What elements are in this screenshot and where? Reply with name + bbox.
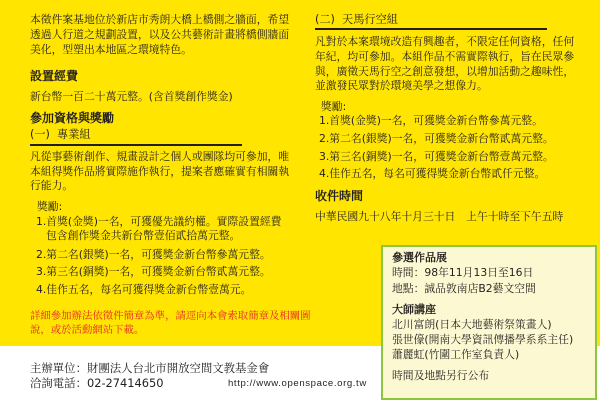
professional-award-item: 3.第三名(銅獎)一名，可獲獎金新台幣貳萬元整。 (36, 265, 271, 278)
website-link[interactable]: http://www.openspace.org.tw (228, 378, 367, 389)
eligibility-heading: 參加資格與獎勵 (30, 111, 115, 125)
professional-group-title: (一) 專業組 (30, 128, 91, 141)
freestyle-awards-label: 獎勵: (321, 100, 347, 113)
lectures-heading: 大師講座 (392, 303, 436, 316)
organizer-text: 主辦單位：財團法人台北市開放空間文教基金會 (30, 361, 270, 375)
professional-description-line: 本組得獎作品將實際施作執行，提案者應確實有相關執 (30, 165, 290, 178)
notice-line: 詳細參加辦法依徵件簡章為準，請逕向本會索取簡章及相關圖 (30, 310, 311, 322)
lecture-speaker: 蕭麗虹(竹圍工作室負責人) (392, 348, 520, 361)
budget-heading: 設置經費 (30, 69, 79, 83)
professional-awards-label: 獎勵: (37, 200, 63, 213)
freestyle-title-underline (315, 28, 547, 30)
freestyle-award-item: 2.第二名(銀獎)一名，可獲獎金新台幣貳萬元整。 (319, 132, 554, 145)
deadline-text: 中華民國九十八年十月三十日 上午十時至下午五時 (315, 210, 564, 223)
freestyle-description-line: 與，廣徵天馬行空之創意發想，以增加活動之趣味性， (315, 65, 575, 78)
lectures-note: 時間及地點另行公布 (392, 369, 490, 382)
intro-line: 透過人行道之規劃設置，以及公共藝術計畫將橋側牆面 (30, 28, 290, 41)
professional-award-item: 2.第二名(銀獎)一名，可獲獎金新台幣參萬元整。 (36, 248, 271, 261)
professional-award-item: 4.佳作五名，每名可獲得獎金新台幣壹萬元。 (36, 283, 252, 296)
freestyle-award-item: 4.佳作五名，每名可獲得獎金新台幣貳仟元整。 (319, 167, 546, 180)
lecture-speaker: 北川富朗(日本大地藝術祭策畫人) (392, 318, 552, 331)
professional-award-item: 1.首獎(金獎)一名，可獲優先議約權。實際設置經費 (36, 215, 282, 228)
intro-line: 美化，型塑出本地區之環境特色。 (30, 43, 192, 56)
exhibition-time: 時間：98年11月13日至16日 (392, 266, 534, 279)
freestyle-description-line: 並激發民眾對於環境美學之想像力。 (315, 79, 488, 92)
exhibition-venue: 地點：誠品敦南店B2藝文空間 (392, 282, 536, 295)
notice-line: 說，或於活動網站下載。 (30, 324, 145, 336)
intro-line: 本徵件案基地位於新店市秀朗大橋上橋側之牆面，希望 (30, 13, 290, 26)
freestyle-group-title: (二) 天馬行空組 (315, 13, 398, 26)
professional-title-underline (30, 144, 242, 146)
deadline-heading: 收件時間 (315, 189, 364, 203)
freestyle-award-item: 3.第三名(銅獎)一名，可獲獎金新台幣壹萬元整。 (319, 150, 554, 163)
freestyle-description-line: 凡對於本案環境改造有興趣者，不限定任何資格，任何 (315, 35, 575, 48)
lecture-speaker: 張世儫(開南大學資訊傳播學系系主任) (392, 333, 574, 346)
exhibition-info-box (381, 245, 597, 400)
budget-text: 新台幣一百二十萬元整。(含首獎創作獎金) (30, 90, 233, 103)
freestyle-award-item: 1.首獎(金獎)一名，可獲獎金新台幣參萬元整。 (319, 114, 543, 127)
professional-award-item-continued: 包含創作獎金共新台幣壹佰貳拾萬元整。 (46, 229, 241, 242)
exhibition-heading: 參選作品展 (392, 251, 447, 264)
phone-text: 洽詢電話：02-27414650 (30, 376, 164, 390)
professional-description-line: 凡從事藝術創作、規畫設計之個人或團隊均可參加，唯 (30, 150, 290, 163)
professional-description-line: 行能力。 (30, 179, 74, 192)
freestyle-description-line: 年紀，均可參加。本組作品不需實際執行，旨在民眾參 (315, 50, 575, 63)
